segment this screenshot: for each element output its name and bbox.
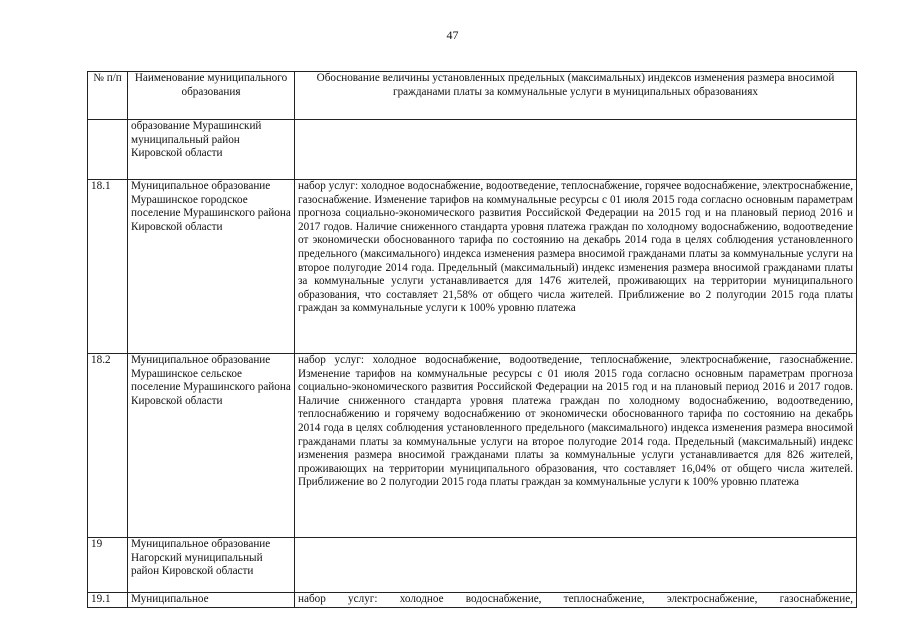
header-basis: Обоснование величины установленных предельных (максимальных) индексов изменения размера вносимой гражданами платы за коммунальные услуги в муниципальных образованиях	[295, 72, 857, 120]
table-row	[88, 593, 857, 608]
row-number: 18.2	[88, 354, 128, 538]
municipality-name: Муниципальное образование Нагорский муниципальный район Кировской области	[128, 538, 295, 593]
municipality-name: Муниципальное	[128, 593, 295, 608]
header-number: № п/п	[88, 72, 128, 120]
tariff-basis-table	[87, 71, 857, 608]
municipality-name: Муниципальное образование Мурашинское городское поселение Мурашинского района Кировской области	[128, 180, 295, 354]
basis-text: набор услуг: холодное водоснабжение, теплоснабжение, электроснабжение, газоснабжение,	[295, 593, 857, 608]
basis-text: набор услуг: холодное водоснабжение, водоотведение, теплоснабжение, горячее водоснабжение, электроснабжение, газоснабжение. Изменение тарифов на коммунальные ресурсы с 01 июля 2015 года согласно основным параметрам прогноза социально-экономического развития Российской Федерации на 2015 год и на плановый период 2016 и 2017 годов. Наличие сниженного стандарта уровня платежа граждан по холодному водоснабжению, водоотведение от экономически обоснованного тарифа по состоянию на декабрь 2014 года в целях соблюдения установленного предельного (максимального) индекса изменения размера вносимой гражданами платы за коммунальные услуги на второе полугодие 2014 года. Предельный (максимальный) индекс изменения размера вносимой гражданами платы за коммунальные услуги устанавливается для 1476 жителей, проживающих на территории муниципального образования, что составляет 21,58% от общего числа жителей. Приближение во 2 полугодии 2015 года платы граждан за коммунальные услуги к 100% уровню платежа	[295, 180, 857, 354]
row-number: 18.1	[88, 180, 128, 354]
row-number: 19	[88, 538, 128, 593]
row-number: 19.1	[88, 593, 128, 608]
table-header-row	[88, 72, 857, 120]
municipality-name: образование Мурашинский муниципальный район Кировской области	[128, 120, 295, 180]
row-number	[88, 120, 128, 180]
municipality-name: Муниципальное образование Мурашинское сельское поселение Мурашинского района Кировской области	[128, 354, 295, 538]
basis-text	[295, 538, 857, 593]
basis-text: набор услуг: холодное водоснабжение, водоотведение, теплоснабжение, электроснабжение, газоснабжение. Изменение тарифов на коммунальные ресурсы с 01 июля 2015 года согласно основным параметрам прогноза социально-экономического развития Российской Федерации на 2015 год и на плановый период 2016 и 2017 годов. Наличие сниженного стандарта уровня платежа граждан по холодному водоснабжению, водоотведению, теплоснабжению и горячему водоснабжению от экономически обоснованного тарифа по состоянию на декабрь 2014 года в целях соблюдения установленного предельного (максимального) индекса изменения размера вносимой гражданами платы за коммунальные услуги на второе полугодие 2014 года. Предельный (максимальный) индекс изменения размера вносимой гражданами платы за коммунальные услуги устанавливается для 826 жителей, проживающих на территории муниципального образования, что составляет 16,04% от общего числа жителей. Приближение во 2 полугодии 2015 года платы граждан за коммунальные услуги к 100% уровню платежа	[295, 354, 857, 538]
header-municipality-name: Наименование муниципального образования	[128, 72, 295, 120]
page-number: 47	[446, 28, 459, 42]
table-row	[88, 180, 857, 354]
table-row	[88, 354, 857, 538]
table-row	[88, 120, 857, 180]
table-row	[88, 538, 857, 593]
basis-text	[295, 120, 857, 180]
